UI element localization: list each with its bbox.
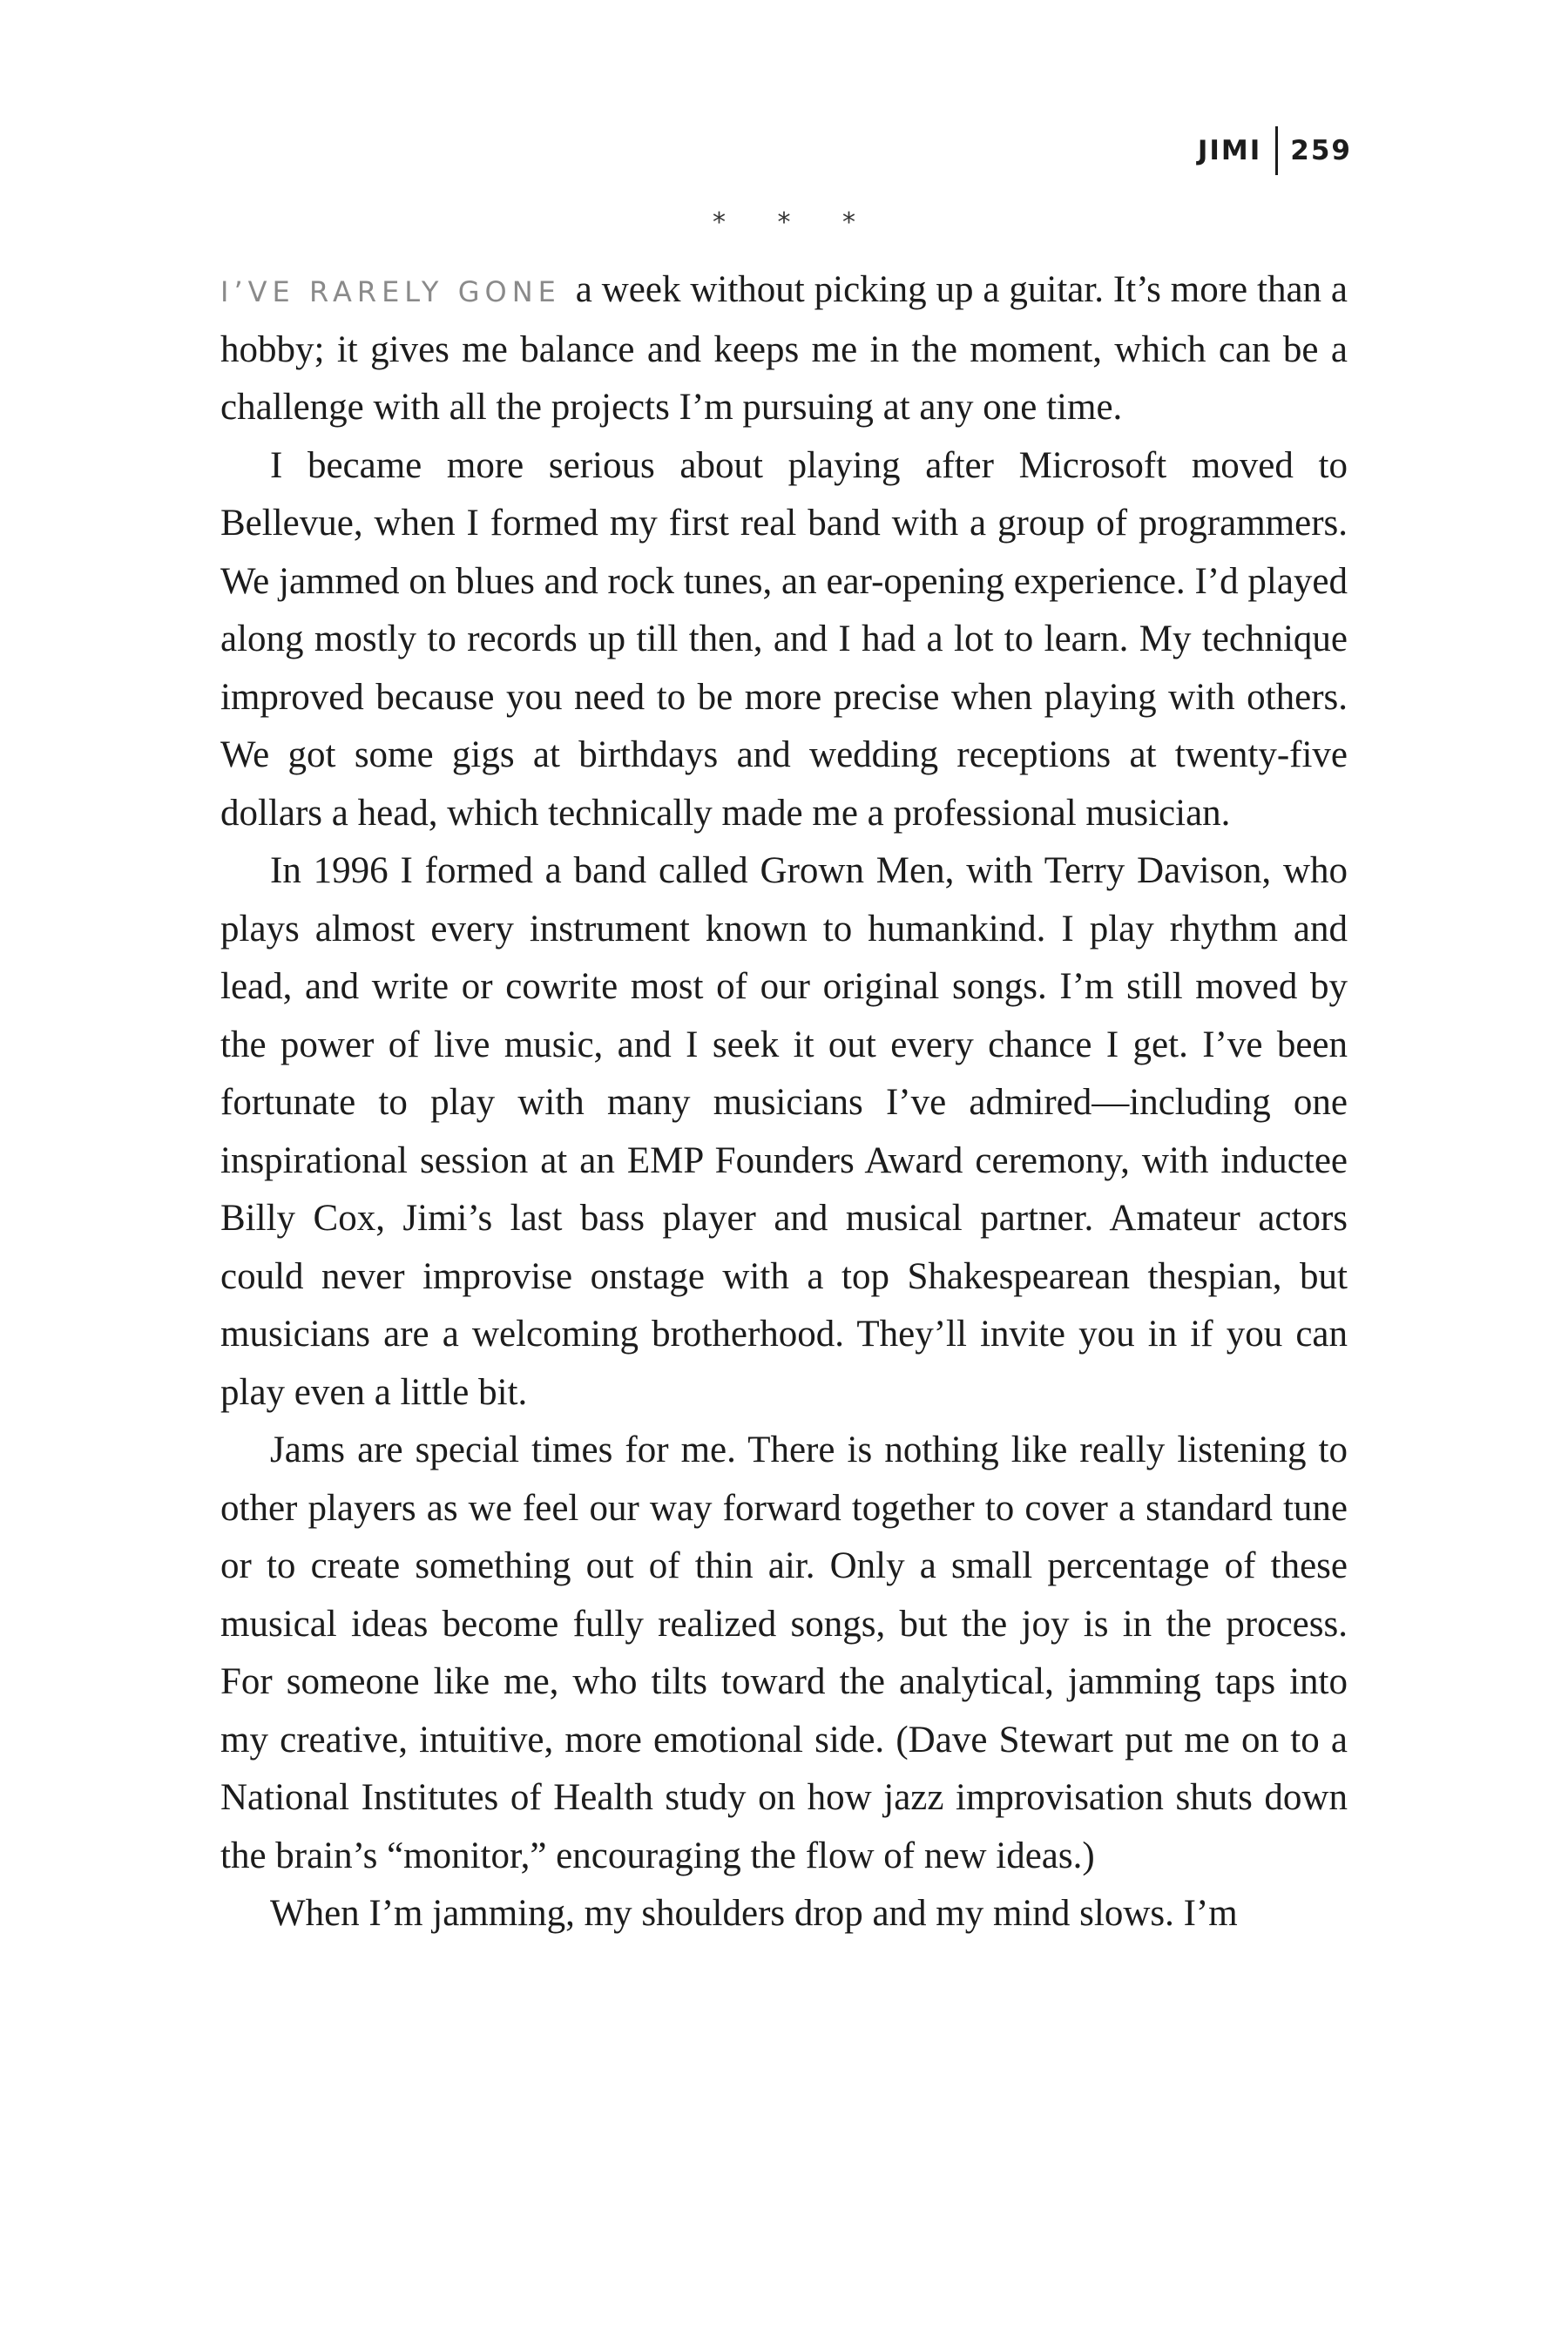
running-head-divider bbox=[1275, 126, 1278, 175]
paragraph-1 bbox=[220, 261, 1348, 437]
lead-in-small-caps: I’VE RARELY GONE bbox=[220, 275, 561, 308]
paragraph-1-text: a week without picking up a guitar. It’s more than a hobby; it gives me balance and keeps me in the moment, which can be a challenge with all the projects I’m pursuing at any one time. bbox=[220, 269, 1348, 428]
paragraph-5: When I’m jamming, my shoulders drop and my mind slows. I’m bbox=[270, 1893, 1238, 1934]
page-number: 259 bbox=[1290, 135, 1352, 166]
body-text bbox=[220, 261, 1348, 1943]
running-head bbox=[1198, 126, 1352, 175]
running-head-title: JIMI bbox=[1197, 135, 1262, 166]
section-break-ornament: * * * bbox=[712, 207, 856, 238]
paragraph-3: In 1996 I formed a band called Grown Men, with Terry Davison, who plays almost every instrument known to humankind. I play rhythm and lead, and write or cowrite most of our original songs. I’m still moved by the power of live music, and I seek it out every chance I get. I’ve been fortunate to play with many musicians I’ve admired—including one inspirational session at an EMP Founders Award ceremony, with inductee Billy Cox, Jimi’s last bass player and musical partner. Amateur actors could never improvise onstage with a top Shakespearean thespian, but musicians are a welcoming brotherhood. They’ll invite you in if you can play even a little bit. bbox=[220, 850, 1348, 1413]
paragraph-2: I became more serious about playing after Microsoft moved to Bellevue, when I formed my first real band with a group of programmers. We jammed on blues and rock tunes, an ear-opening experience. I’d played along mostly to records up till then, and I had a lot to learn. My technique improved because you need to be more precise when playing with others. We got some gigs at birthdays and wedding receptions at twenty-five dollars a head, which technically made me a professional musician. bbox=[220, 444, 1348, 834]
paragraph-4: Jams are special times for me. There is nothing like really listening to other players as we feel our way forward together to cover a standard tune or to create something out of thin air. Only a small percentage of these musical ideas become fully realized songs, but the joy is in the process. For someone like me, who tilts toward the analytical, jamming taps into my creative, intuitive, more emotional side. (Dave Stewart put me on to a National Institutes of Health study on how jazz improvisation shuts down the brain’s “monitor,” encouraging the flow of new ideas.) bbox=[220, 1429, 1348, 1876]
